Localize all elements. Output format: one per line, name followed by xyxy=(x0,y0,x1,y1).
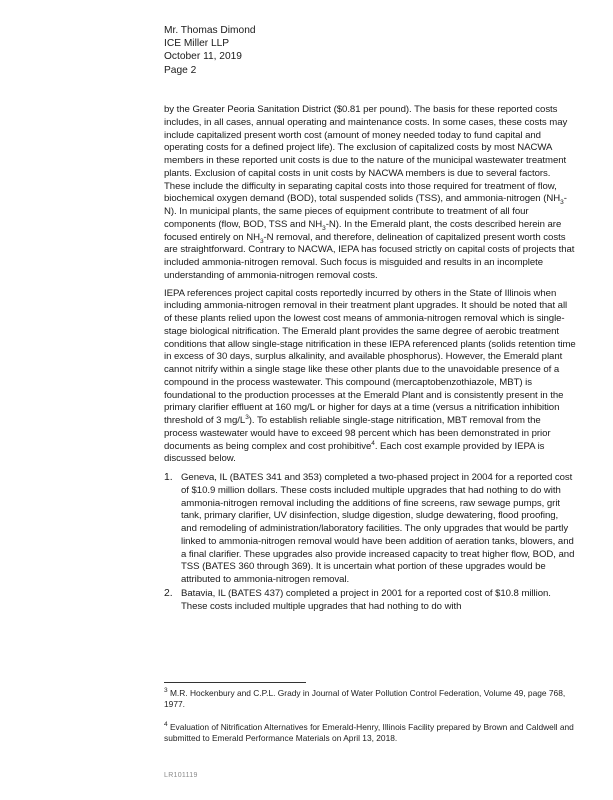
list-item-number: 2. xyxy=(164,587,173,599)
list-item xyxy=(164,472,576,587)
text-run: -N). In the Emerald plant, the costs described herein are focused entirely on NH xyxy=(164,218,562,243)
text-run: -N removal, and therefore, delineation of capitalized present worth costs are straightforward. Contrary to NACWA, IEPA has focused strictly on capital costs of projects that included ammonia-nitrogen removal. Such focus is misguided and results in an incomplete understanding of ammonia-nitrogen removal costs. xyxy=(164,231,575,281)
text-run: by the Greater Peoria Sanitation District ($0.81 per pound). The basis for these reported costs includes, in all cases, annual operating and maintenance costs. In some cases, these costs may include capitalized present worth cost (amount of money needed today to fund capital and operating costs for a defined project life). The exclusion of capitalized costs by most NACWA members in these reported unit costs is due to the nature of the municipal wastewater treatment plants. Exclusion of capital costs in unit costs by NACWA members is due to several factors. These include the difficulty in separating capital costs into those required for treatment of flow, biochemical oxygen demand (BOD), total suspended solids (TSS), and ammonia-nitrogen (NH xyxy=(164,104,568,205)
subscript: 3 xyxy=(322,224,326,232)
subscript: 3 xyxy=(560,199,564,207)
letter-header xyxy=(164,24,256,77)
paragraph-nacwa-costs xyxy=(164,104,576,283)
list-item-number: 1. xyxy=(164,472,173,483)
footnote-4 xyxy=(164,722,584,744)
text-run: ). To establish reliable single-stage nitrification, MBT removal from the process wastewater would have to exceed 98 percent which has been demonstrated in prior documents as being complex and cost prohibitive xyxy=(164,415,551,452)
letter-body xyxy=(164,104,576,614)
footnote-text: M.R. Hockenbury and C.P.L. Grady in Journal of Water Pollution Control Federation, Volume 49, page 768, 1977. xyxy=(164,688,566,709)
footnote-ref: 4 xyxy=(371,439,375,447)
footnote-ref: 3 xyxy=(245,413,249,421)
page-number: Page 2 xyxy=(164,64,197,76)
subscript: 3 xyxy=(259,237,264,245)
letter-date: October 11, 2019 xyxy=(164,51,242,63)
text-run: IEPA references project capital costs reportedly incurred by others in the State of Illinois when including ammonia-nitrogen removal in their treatment plant upgrades. It should be noted that all of these plants relied upon the lowest cost means of ammonia-nitrogen removal which is single-stage biological nitrification. The Emerald plant provides the same degree of aerobic treatment conditions that allow single-stage nitrification in these IEPA referenced plants (solids retention time in excess of 30 days, surplus alkalinity, and available phosphorus). However, the Emerald plant cannot nitrify within a single stage like these other plants due to the unavoidable presence of a compound in the process wastewater. This compound (mercaptobenzothiazole, MBT) is foundational to the production processes at the Emerald Plant and is consistently present in the primary clarifier effluent at 160 mg/L or higher for days at a time (versus a nitrification inhibition threshold of 3 mg/L xyxy=(164,287,576,426)
list-item-text: Batavia, IL (BATES 437) completed a project in 2001 for a reported cost of $10.8 million. These costs included multiple upgrades that had nothing to do with xyxy=(181,587,551,612)
list-item-text: Geneva, IL (BATES 341 and 353) completed a two-phased project in 2004 for a reported cost of $10.9 million dollars. These costs included multiple upgrades that had nothing to do with ammonia-nitrogen removal including the additions of fine screens, raw sewage pumps, grit tank, primary clarifier, UV disinfection, sludge digestion, sludge dewatering, flood proofing, and remodeling of administration/laboratory facilities. The only upgrades that would be partly linked to ammonia-nitrogen removal would have been addition of aeration tanks, blowers, and a final clarifier. These upgrades also provide increased capacity to treat higher flow, BOD, and TSS (BATES 360 through 369). It is uncertain what portion of these upgrades would be attributed to ammonia-nitrogen removal. xyxy=(181,472,575,585)
footnote-mark: 3 xyxy=(164,687,168,695)
footnote-3 xyxy=(164,688,584,710)
document-id: LR101119 xyxy=(164,772,198,779)
footnote-text: Evaluation of Nitrification Alternatives for Emerald-Henry, Illinois Facility prepared by Brown and Caldwell and submitted to Emerald Performance Materials on April 13, 2018. xyxy=(164,722,574,743)
cost-example-list xyxy=(164,472,576,613)
list-item xyxy=(164,588,576,614)
recipient-firm: ICE Miller LLP xyxy=(164,38,230,50)
text-run: . Each cost example provided by IEPA is discussed below. xyxy=(164,440,545,465)
footnote-divider xyxy=(164,682,306,683)
recipient-name: Mr. Thomas Dimond xyxy=(164,25,256,36)
footnote-mark: 4 xyxy=(164,721,168,729)
paragraph-iepa-references xyxy=(164,288,576,467)
text-run: -N). In municipal plants, the same pieces of equipment contribute to treatment of all four components (flow, BOD, TSS and NH xyxy=(164,193,567,230)
